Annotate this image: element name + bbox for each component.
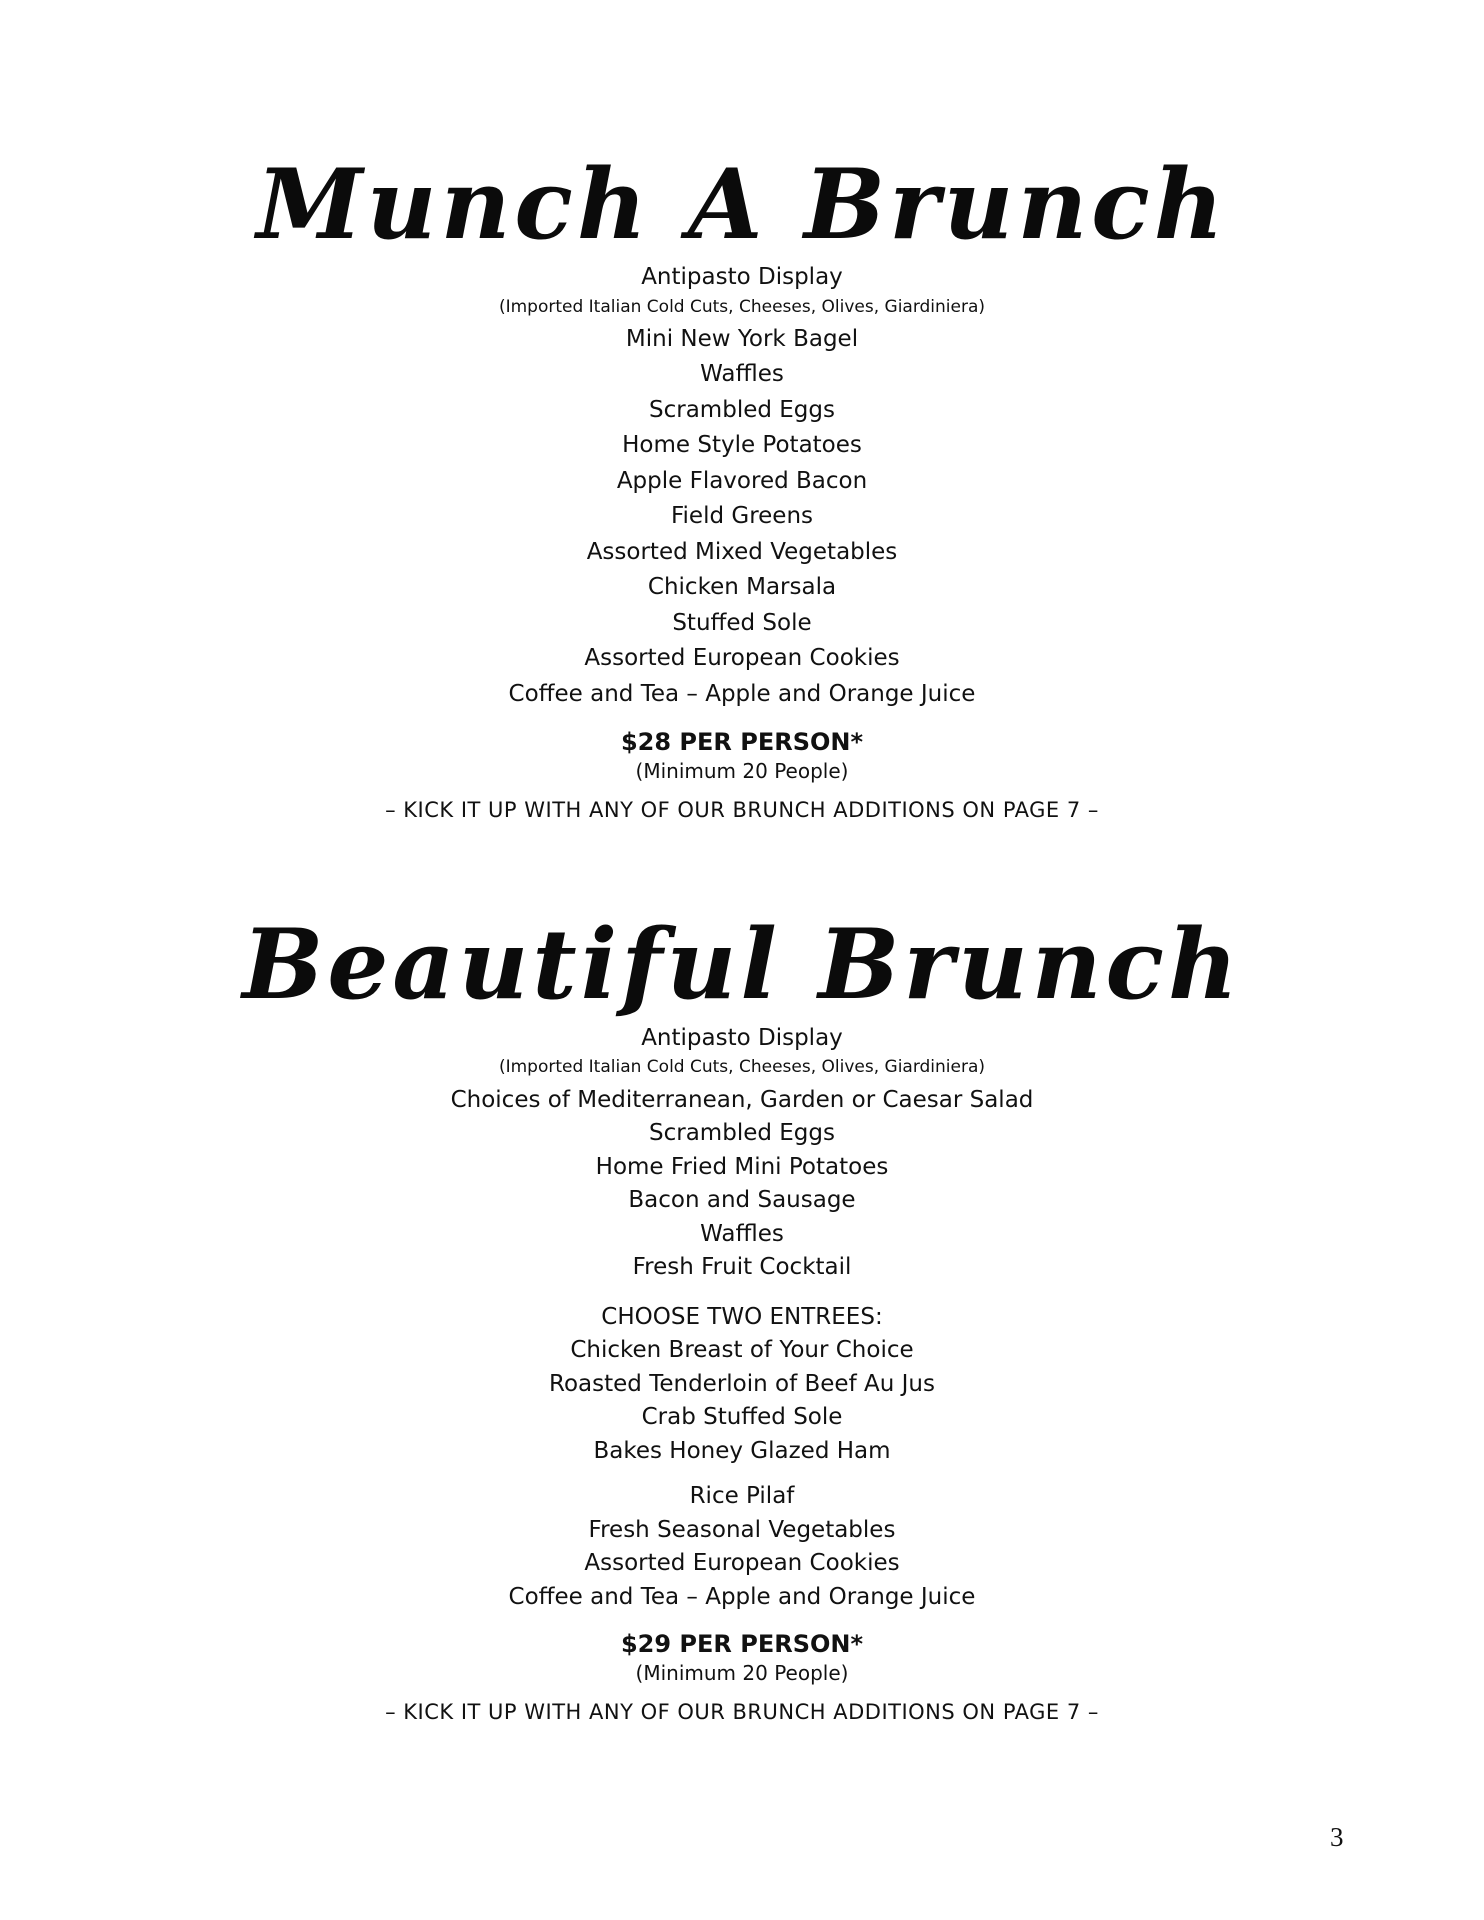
menu-item: Mini New York Bagel bbox=[625, 325, 859, 352]
menu-item: Home Fried Mini Potatoes bbox=[595, 1153, 889, 1180]
beautiful-brunch-additions-note: – KICK IT UP WITH ANY OF OUR BRUNCH ADDITIONS ON PAGE 7 – bbox=[385, 1700, 1099, 1724]
menu-item: Antipasto Display bbox=[641, 1025, 843, 1051]
menu-item-note: (Imported Italian Cold Cuts, Cheeses, Olives, Giardiniera) bbox=[498, 1056, 986, 1077]
menu-item: Home Style Potatoes bbox=[622, 432, 862, 458]
beautiful-brunch-minimum: (Minimum 20 People) bbox=[635, 1661, 849, 1685]
menu-item: Crab Stuffed Sole bbox=[641, 1404, 843, 1430]
beautiful-brunch-items bbox=[0, 1022, 1484, 1285]
munch-a-brunch-price: $28 PER PERSON* bbox=[620, 728, 864, 756]
menu-item: Chicken Breast of Your Choice bbox=[570, 1337, 914, 1363]
menu-item: Field Greens bbox=[670, 503, 814, 529]
menu-item: Assorted European Cookies bbox=[584, 645, 900, 671]
menu-item: Choices of Mediterranean, Garden or Caesar Salad bbox=[450, 1086, 1034, 1113]
munch-a-brunch-section bbox=[0, 150, 1484, 824]
menu-item: Antipasto Display bbox=[641, 264, 843, 290]
menu-item: Assorted Mixed Vegetables bbox=[586, 538, 898, 565]
menu-item: Stuffed Sole bbox=[672, 609, 812, 636]
munch-a-brunch-additions-note: – KICK IT UP WITH ANY OF OUR BRUNCH ADDITIONS ON PAGE 7 – bbox=[385, 798, 1099, 822]
beautiful-brunch-title: Beautiful Brunch bbox=[242, 908, 1242, 1021]
menu-item: Fresh Seasonal Vegetables bbox=[588, 1516, 896, 1543]
beautiful-brunch-section bbox=[0, 910, 1484, 1726]
menu-item: Roasted Tenderloin of Beef Au Jus bbox=[549, 1370, 935, 1397]
menu-item: Rice Pilaf bbox=[689, 1483, 795, 1509]
menu-item: Chicken Marsala bbox=[647, 574, 837, 600]
menu-item-note: (Imported Italian Cold Cuts, Cheeses, Olives, Giardiniera) bbox=[498, 296, 986, 317]
menu-item: Waffles bbox=[700, 1220, 784, 1247]
menu-item: Waffles bbox=[700, 361, 784, 387]
menu-item: Bakes Honey Glazed Ham bbox=[593, 1437, 891, 1464]
menu-item: CHOOSE TWO ENTREES: bbox=[601, 1303, 883, 1330]
munch-a-brunch-minimum: (Minimum 20 People) bbox=[635, 759, 849, 783]
menu-item: Scrambled Eggs bbox=[649, 396, 835, 423]
menu-item: Bacon and Sausage bbox=[628, 1187, 856, 1213]
beautiful-brunch-entrees bbox=[0, 1301, 1484, 1469]
munch-a-brunch-title: Munch A Brunch bbox=[256, 148, 1228, 261]
menu-item: Coffee and Tea – Apple and Orange Juice bbox=[508, 680, 976, 707]
munch-a-brunch-items bbox=[0, 260, 1484, 712]
menu-item: Assorted European Cookies bbox=[584, 1550, 900, 1576]
menu-item: Coffee and Tea – Apple and Orange Juice bbox=[508, 1583, 976, 1610]
menu-item: Scrambled Eggs bbox=[649, 1120, 835, 1146]
menu-item: Fresh Fruit Cocktail bbox=[632, 1254, 852, 1280]
menu-item: Apple Flavored Bacon bbox=[616, 467, 868, 494]
page-number: 3 bbox=[1330, 1822, 1344, 1852]
beautiful-brunch-sides bbox=[0, 1480, 1484, 1614]
beautiful-brunch-price: $29 PER PERSON* bbox=[620, 1630, 864, 1658]
